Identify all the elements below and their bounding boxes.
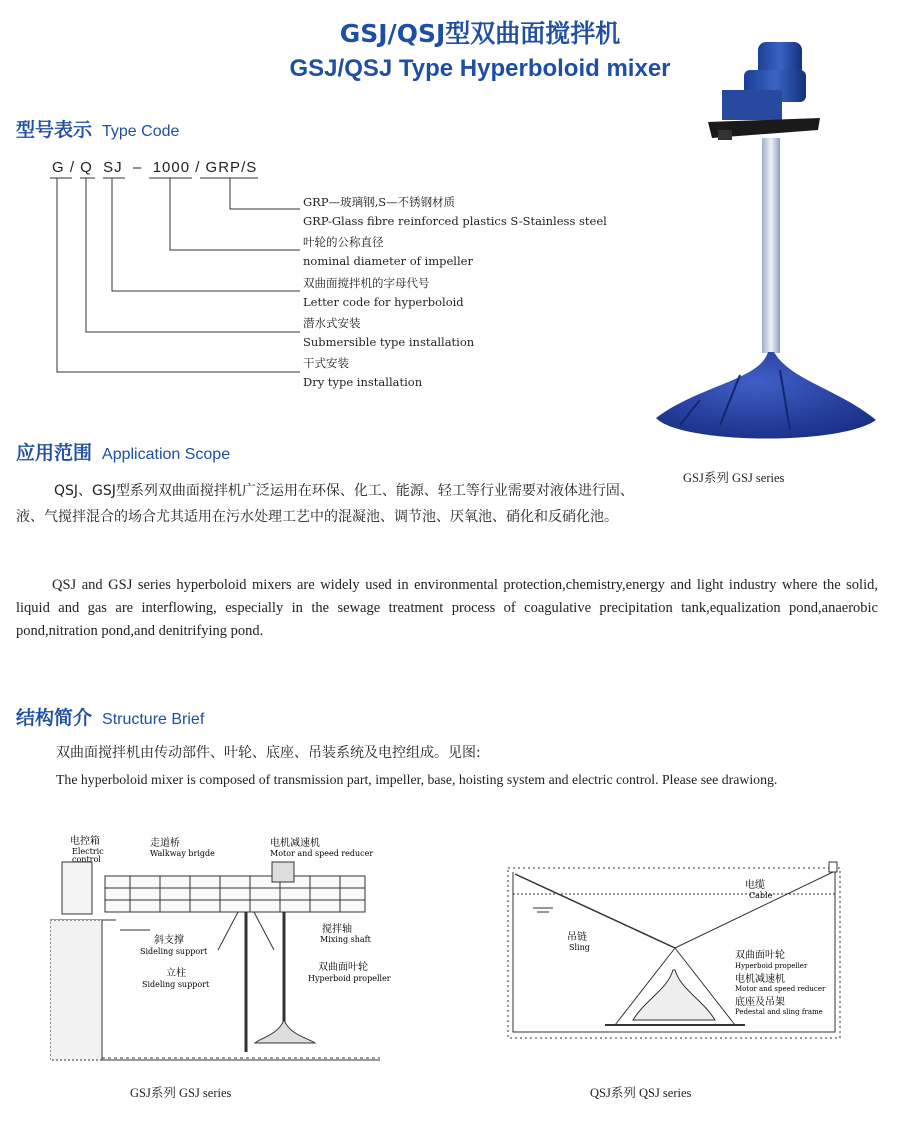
qsj-label-propeller-en: Hyperboid propeller [735,962,808,970]
type-code-item-submersible [303,314,474,352]
application-heading [16,438,230,465]
structure-heading-cn: 结构简介 [16,707,93,729]
type-code-item-diameter-cn: 叶轮的公称直径 [303,235,384,249]
type-code-item-dry-cn: 干式安装 [303,356,349,370]
type-code-item-material-cn: GRP—玻璃钢,S—不锈钢材质 [303,195,456,209]
structure-text-cn: 双曲面搅拌机由传动部件、叶轮、底座、吊装系统及电控组成。见图: [56,745,481,761]
application-heading-cn: 应用范围 [16,442,93,464]
gsj-diagram-caption: GSJ系列 GSJ series [130,1086,232,1100]
gsj-label-walkway-cn: 走道桥 [150,838,180,849]
type-code-heading-cn: 型号表示 [16,119,93,141]
type-code-item-letter-en: Letter code for hyperboloid [303,295,464,309]
structure-text-en: The hyperboloid mixer is composed of transmission part, impeller, base, hoisting system and electric control. Please see drawiong. [56,772,778,787]
gsj-label-motor-cn: 电机减速机 [270,838,320,849]
type-code-item-diameter [303,233,473,271]
qsj-label-base-en: Pedestal and sling frame [735,1008,823,1016]
qsj-label-motor-en: Motor and speed reducer [735,985,826,993]
qsj-label-base-cn: 底座及吊架 [735,997,785,1008]
qsj-label-sling-en: Sling [569,943,590,952]
type-code-item-dry [303,354,422,392]
qsj-diagram-caption: QSJ系列 QSJ series [590,1086,692,1100]
type-code-item-submersible-en: Submersible type installation [303,335,475,349]
gsj-label-sideling-en: Sideling support [140,947,208,956]
gsj-label-control-en2: control [72,855,101,864]
type-code-item-material [303,193,607,231]
type-code-item-letter [303,274,464,312]
gsj-diagram [50,830,430,1070]
type-code-item-dry-en: Dry type installation [303,375,423,389]
structure-heading-en: Structure Brief [102,711,205,728]
type-code-heading-en: Type Code [102,123,180,140]
gsj-label-control-cn: 电控箱 [70,836,100,847]
qsj-label-cable-cn: 电缆 [745,880,765,891]
type-code-item-letter-cn: 双曲面搅拌机的字母代号 [303,276,430,290]
type-code-string: G / Q SJ – 1000 / GRP/S [52,159,258,176]
application-text-en: QSJ and GSJ series hyperboloid mixers are widely used in environmental protection,chemistry,energy and light industry where the solid, liquid and gas are interflowing, especially in the sewage treatment process of coagulative precipitation tank,equalization pond,anaerobic pond,nitration pond,and denitrifying pond. [16,577,878,639]
gsj-label-column-cn: 立柱 [166,968,186,979]
gsj-label-propeller-cn: 双曲面叶轮 [318,962,368,973]
type-code-leader-lines [0,0,320,400]
gsj-label-shaft-en: Mixing shaft [320,935,371,944]
qsj-label-sling-cn: 吊链 [567,932,587,943]
qsj-diagram [505,860,850,1045]
application-text-cn: QSJ、GSJ型系列双曲面搅拌机广泛运用在环保、化工、能源、轻工等行业需要对液体进行固、液、气搅拌混合的场合尤其适用在污水处理工艺中的混凝池、调节池、厌氧池、硝化和反硝化池。 [16,483,634,525]
page-title-cn: GSJ/QSJ型双曲面搅拌机 [339,19,621,48]
type-code-item-material-en: GRP-Glass fibre reinforced plastics S-Stainless steel [303,214,607,228]
mixer-photo [640,30,890,460]
photo-caption: GSJ系列 GSJ series [683,471,785,485]
gsj-label-motor-en: Motor and speed reducer [270,849,374,858]
gsj-label-control-en1: Electric [72,847,104,856]
type-code-item-submersible-cn: 潜水式安装 [303,316,361,330]
gsj-label-shaft-cn: 搅拌轴 [322,924,352,935]
qsj-label-propeller-cn: 双曲面叶轮 [735,950,785,961]
type-code-item-diameter-en: nominal diameter of impeller [303,254,473,268]
gsj-label-column-en: Sideling support [142,980,210,989]
gsj-label-propeller-en: Hyperboid propeller [308,974,391,983]
qsj-label-cable-en: Cable [749,891,773,900]
application-heading-en: Application Scope [102,446,231,463]
qsj-label-motor-cn: 电机减速机 [735,974,785,985]
gsj-label-sideling-cn: 斜支撑 [154,935,184,946]
gsj-label-walkway-en: Walkway brigde [150,849,215,858]
structure-heading [16,703,204,730]
page-title-en: GSJ/QSJ Type Hyperboloid mixer [289,55,671,82]
